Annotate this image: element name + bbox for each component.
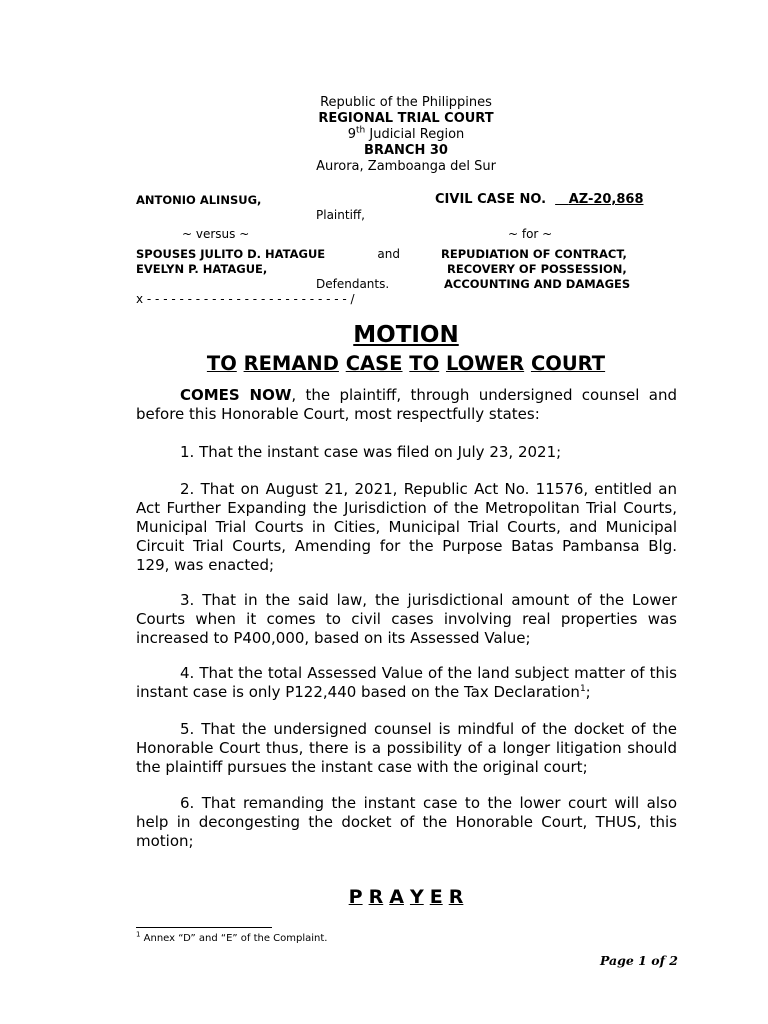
defendants-line2: EVELYN P. HATAGUE, bbox=[136, 262, 268, 276]
header-region: 9th Judicial Region bbox=[347, 125, 465, 142]
footnote-ref: 1 bbox=[579, 684, 586, 694]
header-court: REGIONAL TRIAL COURT bbox=[318, 111, 494, 126]
plaintiff-role: Plaintiff, bbox=[316, 208, 365, 222]
plaintiff-name: ANTONIO ALINSUG, bbox=[136, 193, 262, 207]
paragraph-5: 5. That the undersigned counsel is mindful of the docket of the Honorable Court thus, there is a possibility of a longer litigation should the plaintiff pursues the instant case with the original court; bbox=[136, 720, 677, 776]
page-number: Page 1 of 2 bbox=[599, 953, 678, 968]
case-number: AZ-20,868 bbox=[568, 192, 644, 207]
header-republic: Republic of the Philippines bbox=[320, 95, 492, 110]
versus-label: ~ versus ~ bbox=[182, 227, 250, 241]
paragraph-3: 3. That in the said law, the jurisdictional amount of the Lower Courts when it comes to civil cases involving real properties was increased to P400,000, based on its Assessed Value; bbox=[136, 591, 677, 647]
intro-paragraph: COMES NOW, the plaintiff, through undersigned counsel and before this Honorable Court, most respectfully states: bbox=[136, 386, 678, 423]
case-nature-3: ACCOUNTING AND DAMAGES bbox=[444, 277, 631, 291]
case-nature-1: REPUDIATION OF CONTRACT, bbox=[441, 247, 627, 261]
header-location: Aurora, Zamboanga del Sur bbox=[316, 159, 496, 174]
footnote-divider bbox=[136, 927, 272, 928]
motion-subtitle: TO REMAND CASE TO LOWER COURT bbox=[206, 352, 606, 375]
for-label: ~ for ~ bbox=[508, 227, 553, 241]
paragraph-6: 6. That remanding the instant case to the lower court will also help in decongesting the docket of the Honorable Court, THUS, this motion; bbox=[136, 794, 677, 850]
motion-title: MOTION bbox=[353, 322, 459, 348]
header-branch: BRANCH 30 bbox=[364, 143, 448, 158]
defendants-line1: SPOUSES JULITO D. HATAGUE and bbox=[136, 247, 400, 261]
prayer-heading: P R A Y E R bbox=[348, 886, 464, 908]
paragraph-4: 4. That the total Assessed Value of the land subject matter of this instant case is only P122,440 based on the Tax Declaration$^1$; bbox=[136, 664, 677, 701]
case-number-line: CIVIL CASE NO. AZ-20,868 bbox=[435, 192, 644, 207]
paragraph-1: 1. That the instant case was filed on July 23, 2021; bbox=[180, 443, 562, 461]
case-nature-2: RECOVERY OF POSSESSION, bbox=[447, 262, 627, 276]
paragraph-2: 2. That on August 21, 2021, Republic Act No. 11576, entitled an Act Further Expanding the Jurisdiction of the Metropolitan Trial Courts, Municipal Trial Courts in Cities, Municipal Trial Courts, and Municipal Circuit Trial Courts, Amending for the Purpose Batas Pambansa Blg. 129, was enacted; bbox=[136, 480, 677, 574]
footnote: $^1$ Annex “D” and “E” of the Complaint. bbox=[136, 930, 328, 944]
caption-separator: x - - - - - - - - - - - - - - - - - - - - - - - - - / bbox=[136, 292, 355, 306]
defendants-role: Defendants. bbox=[316, 277, 390, 291]
